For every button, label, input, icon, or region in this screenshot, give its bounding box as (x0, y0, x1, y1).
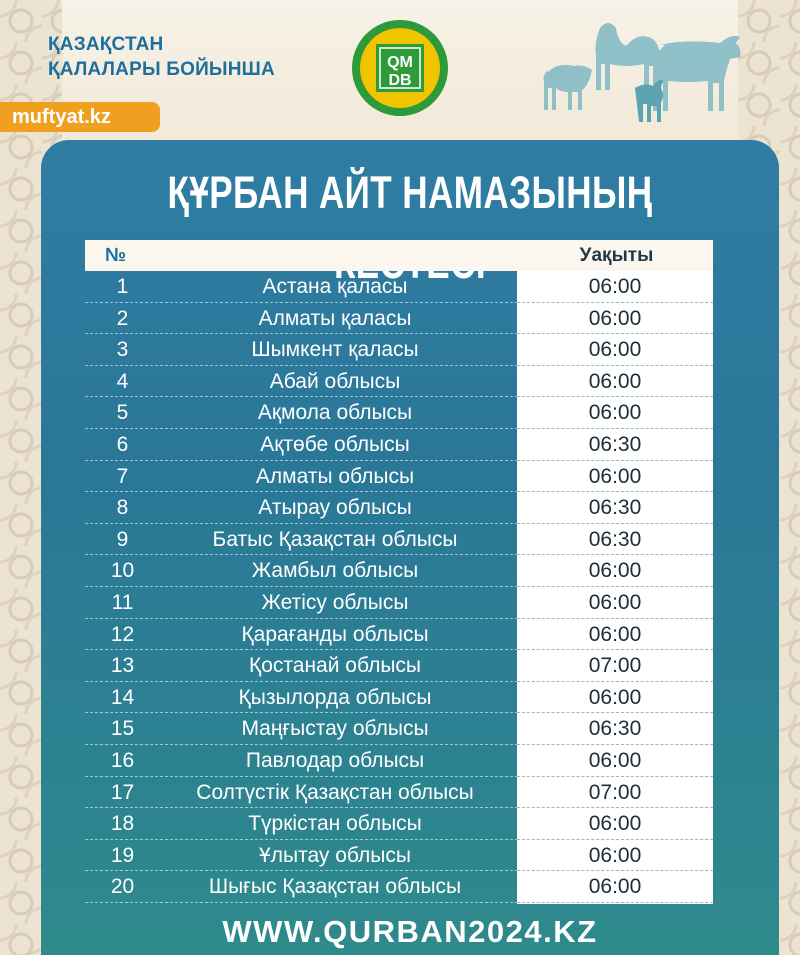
prayer-time: 07:00 (517, 777, 713, 809)
row-number: 9 (116, 527, 129, 551)
logo-text-top: QM (387, 54, 413, 71)
region-name: Павлодар облысы (245, 748, 425, 772)
prayer-time: 06:00 (517, 555, 713, 587)
logo-text-bottom: DB (388, 72, 412, 89)
row-number: 5 (116, 401, 129, 425)
qmdb-logo-icon (350, 18, 450, 118)
region-name: Түркістан облысы (248, 812, 422, 836)
prayer-time: 06:00 (517, 397, 713, 429)
prayer-time: 06:00 (517, 334, 713, 366)
region-name: Қызылорда облысы (238, 685, 432, 709)
table-row (85, 334, 713, 366)
prayer-time: 06:30 (517, 524, 713, 556)
table-row (85, 271, 713, 303)
region-name: Абай облысы (269, 369, 401, 393)
table-row (85, 524, 713, 556)
region-name: Атырау облысы (258, 496, 412, 520)
table-row (85, 745, 713, 777)
row-number: 4 (116, 369, 129, 393)
prayer-time: 06:30 (517, 713, 713, 745)
table-row (85, 808, 713, 840)
row-number: 18 (110, 812, 135, 836)
prayer-time: 06:00 (517, 271, 713, 303)
table-row (85, 397, 713, 429)
region-name: Ақмола облысы (257, 401, 413, 425)
prayer-time: 06:00 (517, 682, 713, 714)
row-number: 7 (116, 464, 129, 488)
row-number: 8 (116, 496, 129, 520)
table-row (85, 492, 713, 524)
region-name: Астана қаласы (262, 275, 408, 298)
row-number: 16 (110, 748, 135, 772)
row-number: 14 (110, 685, 135, 709)
table-row (85, 682, 713, 714)
row-number: 6 (116, 432, 129, 456)
table-row (85, 461, 713, 493)
table-row (85, 650, 713, 682)
table-row (85, 555, 713, 587)
column-header-time: Уақыты (579, 245, 654, 266)
table-row (85, 429, 713, 461)
row-number: 12 (110, 622, 135, 646)
region-name: Шымкент қаласы (251, 338, 419, 362)
table-row (85, 713, 713, 745)
brand-line-1: ҚАЗАҚСТАН (48, 34, 164, 55)
table-row (85, 366, 713, 398)
prayer-time: 06:00 (517, 366, 713, 398)
table-row (85, 587, 713, 619)
row-number: 1 (116, 275, 129, 298)
region-name: Маңғыстау облысы (241, 717, 429, 741)
row-number: 2 (116, 306, 129, 330)
prayer-time: 06:00 (517, 745, 713, 777)
livestock-illustration-icon (540, 10, 750, 125)
table-row (85, 840, 713, 872)
site-badge[interactable]: muftyat.kz (0, 102, 160, 132)
table-row (85, 303, 713, 335)
row-number: 15 (110, 717, 135, 741)
table-row (85, 777, 713, 809)
region-name: Қостанай облысы (248, 654, 422, 678)
row-number: 19 (110, 843, 135, 867)
prayer-time: 06:00 (517, 303, 713, 335)
region-name: Қарағанды облысы (241, 622, 429, 646)
row-number: 20 (110, 875, 135, 899)
brand-line-2: ҚАЛАЛАРЫ БОЙЫНША (48, 59, 275, 80)
region-name: Жамбыл облысы (251, 559, 419, 583)
schedule-table-body (85, 271, 713, 903)
prayer-time: 06:00 (517, 619, 713, 651)
table-row (85, 619, 713, 651)
region-name: Ақтөбе облысы (260, 432, 410, 456)
row-number: 11 (111, 590, 134, 614)
region-name: Ұлытау облысы (259, 843, 411, 867)
footer-website-link[interactable]: WWW.QURBAN2024.KZ (222, 914, 598, 949)
prayer-time: 06:00 (517, 461, 713, 493)
row-number: 3 (116, 338, 129, 362)
row-number: 10 (110, 559, 135, 583)
prayer-time: 06:00 (517, 871, 713, 903)
prayer-time: 06:00 (517, 840, 713, 872)
row-number: 13 (110, 654, 135, 678)
region-name: Алматы облысы (255, 464, 415, 488)
prayer-time: 06:30 (517, 429, 713, 461)
prayer-time: 07:00 (517, 650, 713, 682)
prayer-time: 06:00 (517, 808, 713, 840)
column-header-number: № (105, 245, 127, 266)
brand-caption (48, 32, 275, 82)
page-title: ҚҰРБАН АЙТ НАМАЗЫНЫҢ (167, 167, 653, 218)
prayer-time: 06:00 (517, 587, 713, 619)
region-name: Жетісу облысы (261, 590, 409, 614)
row-number: 17 (110, 780, 135, 804)
region-name: Шығыс Қазақстан облысы (208, 875, 462, 899)
table-row (85, 871, 713, 903)
prayer-time: 06:30 (517, 492, 713, 524)
region-name: Солтүстік Қазақстан облысы (196, 780, 474, 804)
region-name: Батыс Қазақстан облысы (212, 527, 458, 551)
region-name: Алматы қаласы (258, 306, 412, 330)
